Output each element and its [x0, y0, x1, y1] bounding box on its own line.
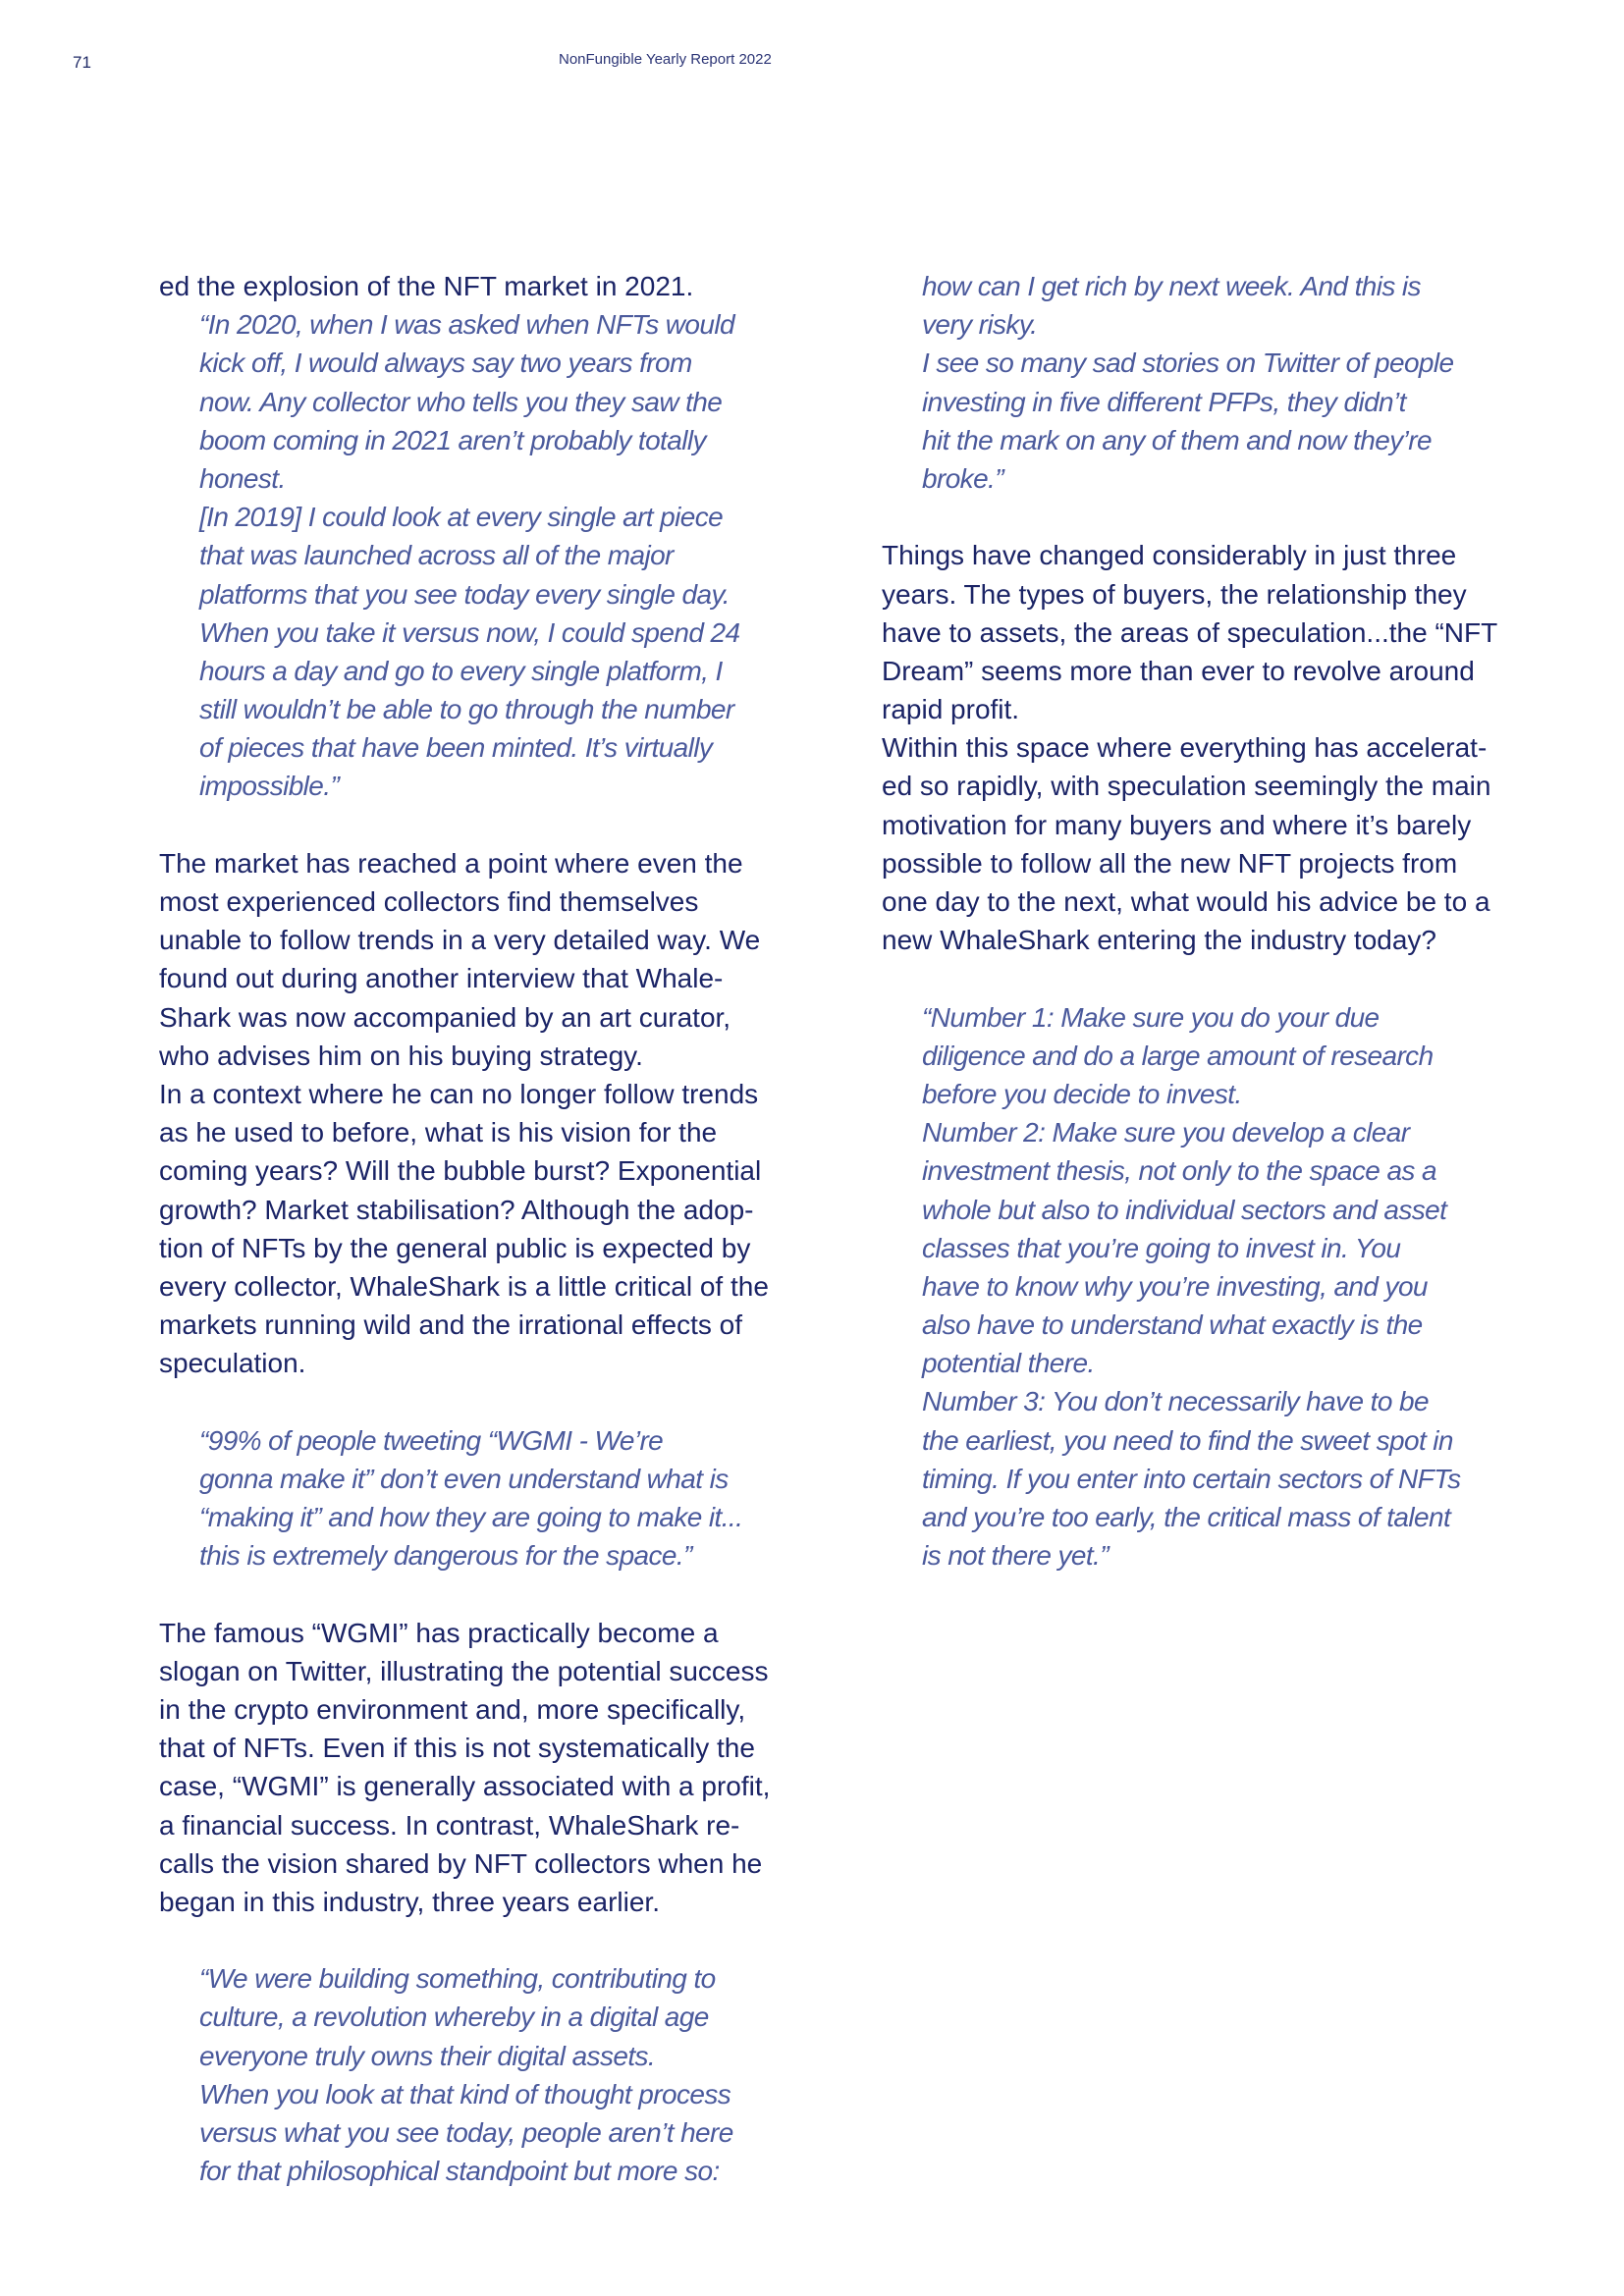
quote-line: Number 3: You don’t necessarily have to be — [922, 1386, 1429, 1417]
body-text-line: calls the vision shared by NFT collectors when he — [159, 1847, 763, 1879]
body-text-line: began in this industry, three years earlier. — [159, 1886, 660, 1917]
body-text-line: one day to the next, what would his advice be to a — [882, 886, 1490, 917]
paragraph-gap — [882, 498, 1540, 536]
quote-line: very risky. — [922, 309, 1038, 341]
quote-line: hours a day and go to every single platform, I — [199, 655, 723, 686]
quote-line: I see so many sad stories on Twitter of people — [922, 347, 1454, 379]
quote-line: “Number 1: Make sure you do your due — [922, 1001, 1380, 1033]
body-text-line: slogan on Twitter, illustrating the potential success — [159, 1655, 769, 1686]
body-text-line: In a context where he can no longer follow trends — [159, 1078, 759, 1109]
body-text-line: that of NFTs. Even if this is not systematically the — [159, 1733, 755, 1764]
body-text-line: Within this space where everything has accelerat- — [882, 732, 1488, 764]
quote-line: potential there. — [922, 1348, 1095, 1379]
body-text-line: ed so rapidly, with speculation seemingly the main — [882, 771, 1491, 802]
body-text-line: case, “WGMI” is generally associated with a profit, — [159, 1771, 771, 1802]
quote-line: have to know why you’re investing, and you — [922, 1270, 1428, 1302]
paragraph-gap — [159, 1382, 817, 1420]
body-text-line: possible to follow all the new NFT projects from — [882, 847, 1458, 879]
quote-line: of pieces that have been minted. It’s virtually — [199, 732, 713, 764]
paragraph-gap — [159, 806, 817, 844]
body-text-line: new WhaleShark entering the industry today? — [882, 925, 1436, 956]
quote-line: before you decide to invest. — [922, 1078, 1242, 1109]
body-text-line: Shark was now accompanied by an art curator, — [159, 1001, 731, 1033]
quote-line: is not there yet.” — [922, 1540, 1109, 1572]
quote-line: now. Any collector who tells you they saw the — [199, 386, 723, 417]
body-text-line: who advises him on his buying strategy. — [159, 1040, 643, 1071]
quote-line: diligence and do a large amount of research — [922, 1040, 1434, 1071]
left-column — [159, 267, 817, 2190]
quote-line: platforms that you see today every single day. — [199, 578, 730, 610]
body-text-line: a financial success. In contrast, WhaleShark re- — [159, 1809, 740, 1841]
quote-line: classes that you’re going to invest in. You — [922, 1232, 1401, 1263]
paragraph-gap — [159, 1921, 817, 1959]
body-text-line: in the crypto environment and, more specifically, — [159, 1693, 746, 1725]
quote-line: investing in five different PFPs, they didn’t — [922, 386, 1406, 417]
body-text-line: growth? Market stabilisation? Although the adop- — [159, 1194, 754, 1225]
body-text-line: The market has reached a point where even the — [159, 847, 743, 879]
body-text-line: most experienced collectors find themselves — [159, 886, 699, 917]
quote-line: the earliest, you need to find the sweet spot in — [922, 1424, 1453, 1456]
paragraph-gap — [882, 959, 1540, 997]
body-text-line: speculation. — [159, 1348, 306, 1379]
body-text-line: Things have changed considerably in just three — [882, 540, 1457, 571]
running-header: NonFungible Yearly Report 2022 — [559, 51, 772, 68]
quote-line: investment thesis, not only to the space as a — [922, 1155, 1436, 1187]
quote-line: everyone truly owns their digital assets. — [199, 2040, 656, 2071]
page-number: 71 — [73, 53, 91, 72]
quote-line: this is extremely dangerous for the space.” — [199, 1540, 692, 1572]
body-text-line: every collector, WhaleShark is a little critical of the — [159, 1270, 769, 1302]
quote-line: for that philosophical standpoint but more so: — [199, 2156, 720, 2187]
quote-line: boom coming in 2021 aren’t probably totally — [199, 424, 706, 455]
body-text-line: The famous “WGMI” has practically become a — [159, 1617, 719, 1648]
body-text-line: motivation for many buyers and where it’s barely — [882, 809, 1472, 840]
body-text-line: unable to follow trends in a very detailed way. We — [159, 925, 761, 956]
quote-line: [In 2019] I could look at every single art piece — [199, 502, 724, 533]
body-text-line: as he used to before, what is his vision for the — [159, 1117, 718, 1148]
quote-line: When you look at that kind of thought process — [199, 2078, 731, 2109]
quote-line: timing. If you enter into certain sectors of NFTs — [922, 1463, 1461, 1494]
quote-line: hit the mark on any of them and now they’re — [922, 424, 1432, 455]
quote-line: whole but also to individual sectors and asset — [922, 1194, 1447, 1225]
quote-line: that was launched across all of the major — [199, 540, 674, 571]
body-text-line: markets running wild and the irrational effects of — [159, 1309, 743, 1341]
quote-line: When you take it versus now, I could spend 24 — [199, 616, 740, 648]
quote-line: also have to understand what exactly is the — [922, 1309, 1423, 1341]
body-text-line: Dream” seems more than ever to revolve around — [882, 655, 1475, 686]
quote-line: still wouldn’t be able to go through the number — [199, 694, 734, 725]
quote-line: “making it” and how they are going to make it... — [199, 1502, 743, 1532]
quote-line: versus what you see today, people aren’t here — [199, 2117, 733, 2148]
body-text-line: found out during another interview that Whale- — [159, 963, 724, 994]
body-text-line: coming years? Will the bubble burst? Exponential — [159, 1155, 762, 1187]
body-text-line: have to assets, the areas of speculation...the “NFT — [882, 616, 1498, 648]
quote-line: gonna make it” don’t even understand what is — [199, 1463, 729, 1494]
quote-line: broke.” — [922, 462, 1003, 494]
body-text-line: years. The types of buyers, the relationship they — [882, 578, 1467, 610]
body-text-line: ed the explosion of the NFT market in 2021. — [159, 271, 694, 301]
quote-line: culture, a revolution whereby in a digital age — [199, 2002, 709, 2033]
quote-line: and you’re too early, the critical mass of talent — [922, 1502, 1451, 1532]
quote-line: “We were building something, contributing to — [199, 1963, 716, 1995]
body-text-line: tion of NFTs by the general public is expected by — [159, 1232, 751, 1263]
quote-line: honest. — [199, 462, 286, 494]
quote-line: Number 2: Make sure you develop a clear — [922, 1117, 1410, 1148]
quote-line: impossible.” — [199, 771, 340, 802]
right-column — [882, 267, 1540, 1575]
body-text-line: rapid profit. — [882, 694, 1020, 725]
quote-line: “99% of people tweeting “WGMI - We’re — [199, 1424, 664, 1456]
paragraph-gap — [159, 1575, 817, 1613]
quote-line: how can I get rich by next week. And this is — [922, 271, 1421, 301]
quote-line: “In 2020, when I was asked when NFTs would — [199, 309, 734, 341]
quote-line: kick off, I would always say two years from — [199, 347, 692, 379]
